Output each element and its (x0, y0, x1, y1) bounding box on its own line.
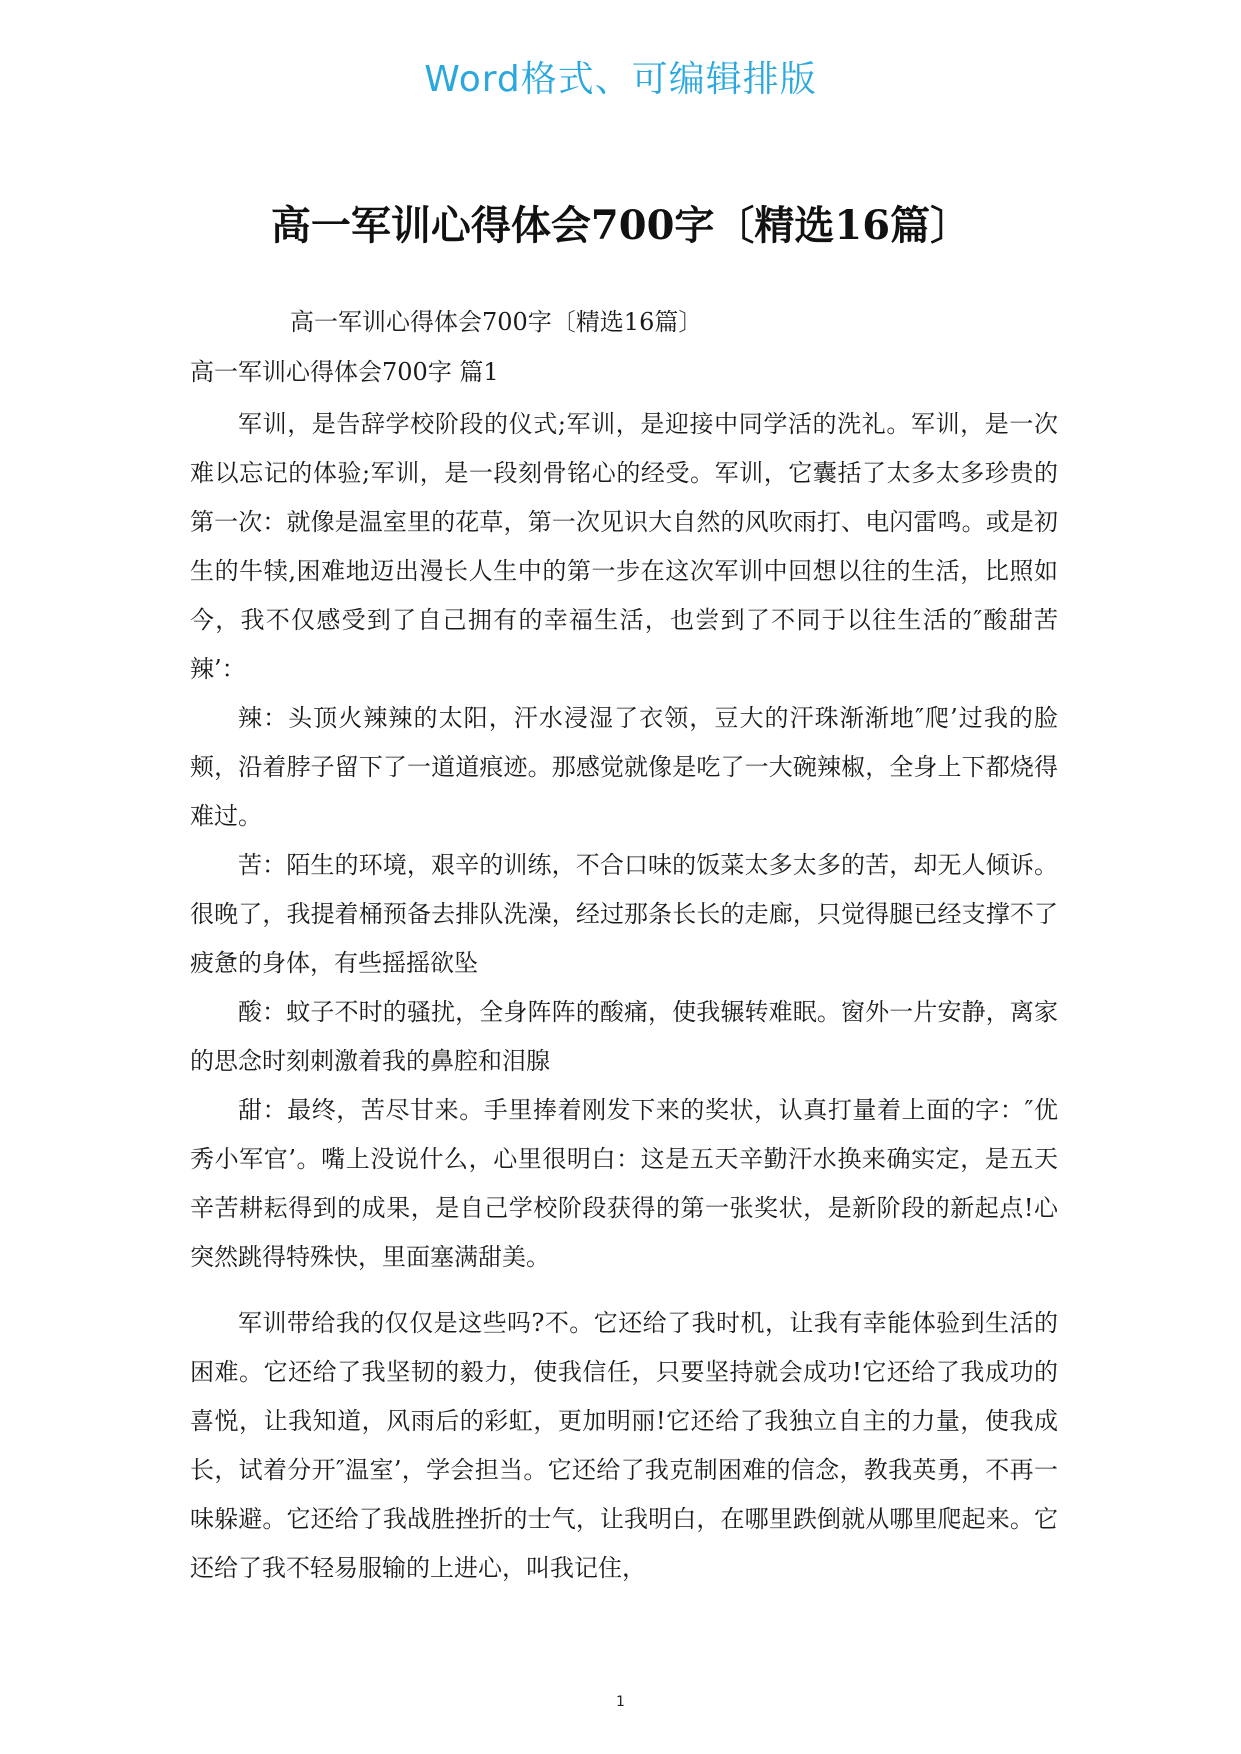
article-body (190, 400, 1058, 1593)
paragraph: 苦：陌生的环境，艰辛的训练，不合口味的饭菜太多太多的苦，却无人倾诉。很晚了，我提着桶预备去排队洗澡，经过那条长长的走廊，只觉得腿已经支撑不了疲惫的身体，有些摇摇欲坠 (190, 851, 1058, 977)
section-heading: 高一军训心得体会700字 篇1 (190, 358, 499, 386)
document-title: 高一军训心得体会700字〔精选16篇〕 (270, 202, 971, 249)
paragraph: 辣：头顶火辣辣的太阳，汗水浸湿了衣领，豆大的汗珠渐渐地″爬’过我的脸颊，沿着脖子留下了一道道痕迹。那感觉就像是吃了一大碗辣椒，全身上下都烧得难过。 (190, 704, 1058, 830)
watermark-banner: Word格式、可编辑排版 (424, 59, 817, 100)
paragraph: 军训带给我的仅仅是这些吗?不。它还给了我时机，让我有幸能体验到生活的困难。它还给了我坚韧的毅力，使我信任，只要坚持就会成功!它还给了我成功的喜悦，让我知道，风雨后的彩虹，更加明丽!它还给了我独立自主的力量，使我成长，试着分开″温室’，学会担当。它还给了我克制困难的信念，教我英勇，不再一味躲避。它还给了我战胜挫折的士气，让我明白，在哪里跌倒就从哪里爬起来。它还给了我不轻易服输的上进心，叫我记住， (190, 1309, 1058, 1582)
paragraph: 甜：最终，苦尽甘来。手里捧着刚发下来的奖状，认真打量着上面的字：″优秀小军官’。嘴上没说什么，心里很明白：这是五天辛勤汗水换来确实定，是五天辛苦耕耘得到的成果，是自己学校阶段获得的第一张奖状，是新阶段的新起点!心突然跳得特殊快，里面塞满甜美。 (190, 1096, 1058, 1271)
paragraph: 酸：蚊子不时的骚扰，全身阵阵的酸痛，使我辗转难眠。窗外一片安静，离家的思念时刻刺激着我的鼻腔和泪腺 (190, 998, 1058, 1075)
document-subtitle: 高一军训心得体会700字〔精选16篇〕 (290, 308, 703, 336)
page-number: 1 (616, 1694, 625, 1710)
paragraph: 军训，是告辞学校阶段的仪式;军训，是迎接中同学活的洗礼。军训，是一次难以忘记的体验;军训，是一段刻骨铭心的经受。军训，它囊括了太多太多珍贵的第一次：就像是温室里的花草，第一次见识大自然的风吹雨打、电闪雷鸣。或是初生的牛犊,困难地迈出漫长人生中的第一步在这次军训中回想以往的生活，比照如今，我不仅感受到了自己拥有的幸福生活，也尝到了不同于以往生活的″酸甜苦辣’： (190, 410, 1058, 683)
